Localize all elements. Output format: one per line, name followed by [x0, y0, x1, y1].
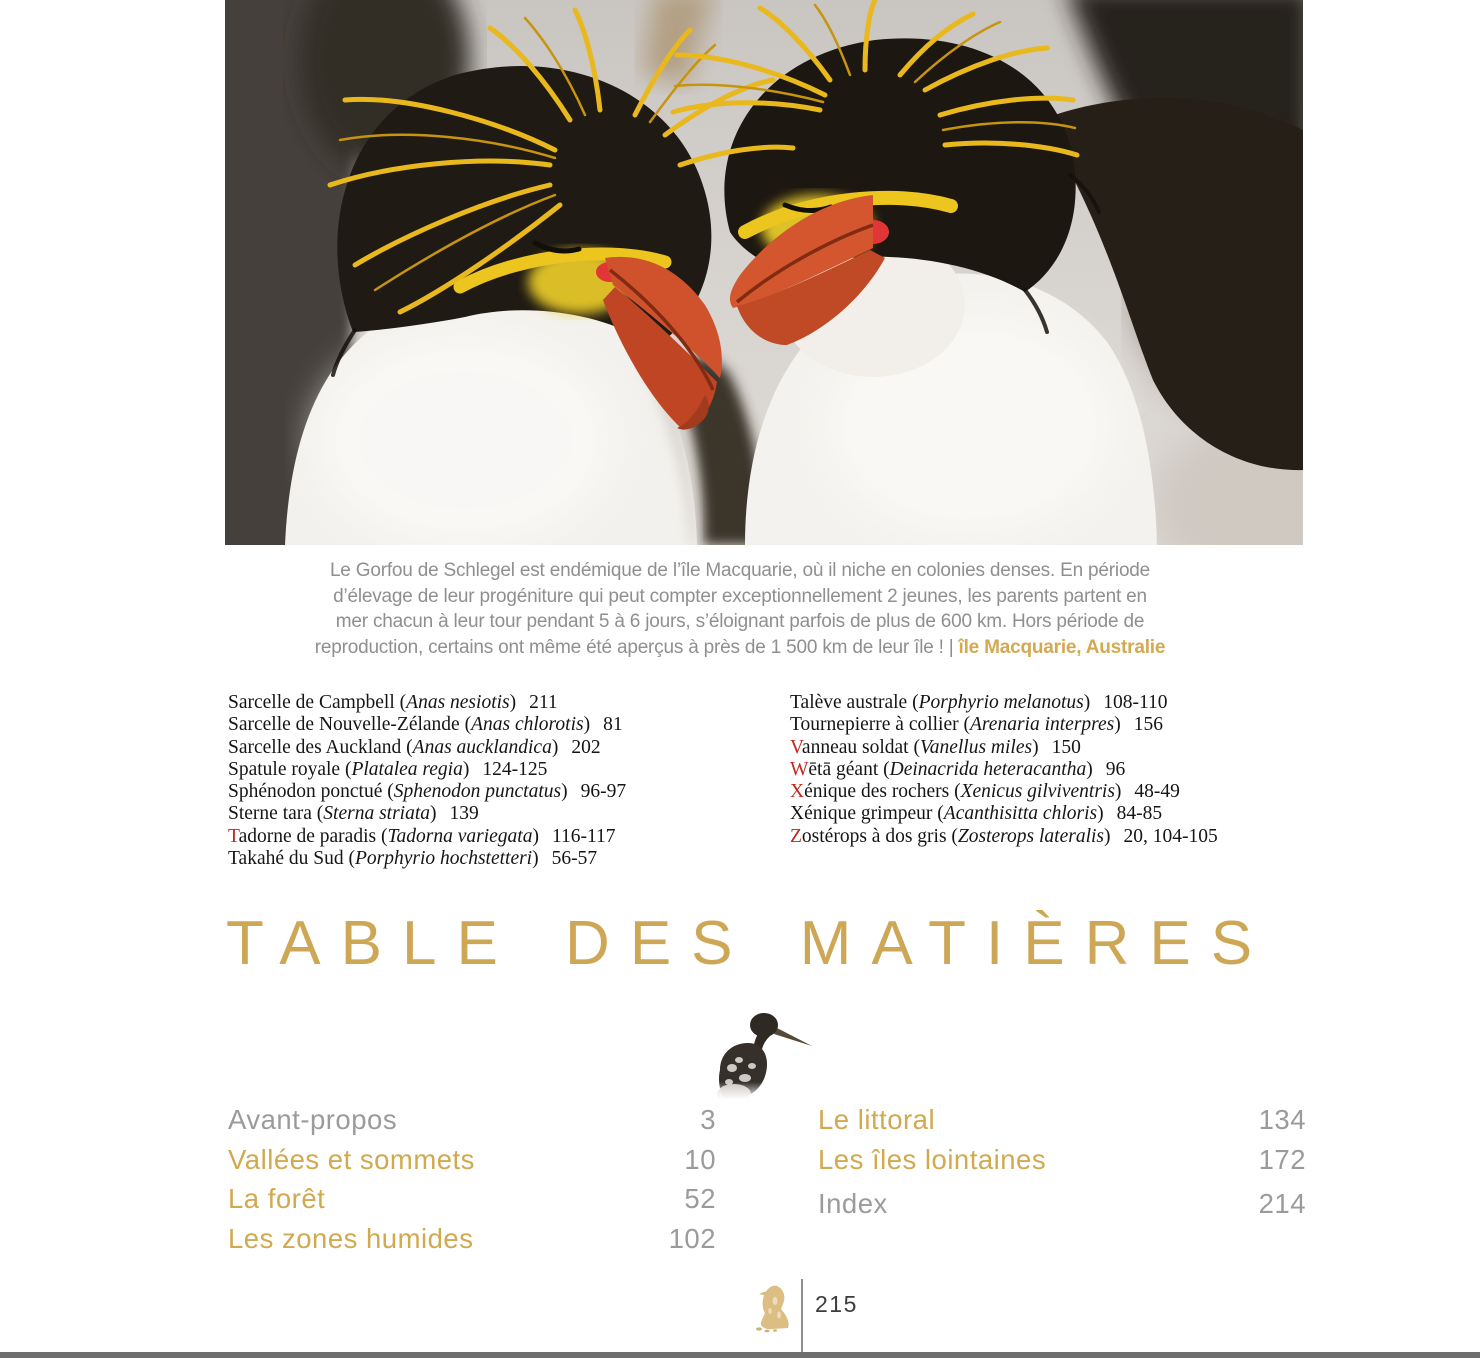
latin-name: Vanellus miles [919, 736, 1033, 758]
footer-divider [801, 1279, 803, 1353]
caption-line: reproduction, certains ont même été aperçus à près de 1 500 km de leur île ! | île Macquarie, Australie [314, 636, 1166, 658]
toc-section [228, 1104, 1306, 1262]
species-name: Tournepierre à collier (Arenaria interpres) [790, 714, 1121, 736]
index-entry [228, 737, 790, 759]
latin-name: Platalea regia [351, 758, 463, 780]
toc-entry-label: La forêt [228, 1183, 326, 1214]
index-page-numbers: 211 [529, 692, 558, 713]
latin-name: Porphyrio hochstetteri [355, 848, 533, 870]
index-page-numbers: 56-57 [551, 848, 598, 870]
penguins-photo [225, 0, 1303, 545]
index-section [228, 692, 1306, 870]
latin-name: Sterna striata [323, 803, 431, 825]
red-initial: X [790, 781, 805, 803]
species-name: Sterne tara (Sterna striata) [228, 803, 437, 825]
index-page-numbers: 124-125 [482, 758, 548, 780]
toc-entry-page: 134 [1258, 1104, 1306, 1135]
index-column-right [790, 692, 1306, 870]
index-page-numbers: 81 [603, 714, 623, 736]
latin-name: Anas aucklandica [412, 736, 552, 758]
toc-entry-label: Les zones humides [228, 1222, 474, 1254]
index-page-numbers: 96 [1105, 758, 1126, 780]
toc-entry-page: 102 [668, 1222, 716, 1254]
index-page-numbers: 139 [449, 803, 479, 825]
toc-column-right [818, 1104, 1306, 1262]
latin-name: Tadorna variegata [387, 825, 533, 847]
latin-name: Acanthisitta chloris [943, 803, 1098, 825]
index-entry [228, 781, 790, 803]
index-page-numbers: 202 [571, 736, 601, 758]
page-number: 215 [815, 1291, 858, 1317]
index-entry [228, 826, 790, 848]
caption-line: mer chacun à leur tour pendant 5 à 6 jours, s’éloignant parfois de plus de 600 km. Hors période de [335, 611, 1145, 632]
index-entry [790, 759, 1306, 781]
red-initial: T [228, 825, 239, 847]
toc-entry-label: Les îles lointaines [818, 1143, 1047, 1175]
toc-entry-label: Vallées et sommets [228, 1143, 475, 1175]
index-page-numbers: 84-85 [1116, 803, 1163, 825]
latin-name: Sphenodon punctatus [393, 781, 562, 803]
latin-name: Deinacrida heteracantha [889, 758, 1087, 780]
index-entry [790, 692, 1306, 714]
toc-entry [818, 1188, 1306, 1228]
toc-column-left [228, 1104, 716, 1262]
toc-entry [228, 1104, 716, 1144]
bottom-bar [0, 1352, 1480, 1358]
index-entry [790, 781, 1306, 803]
red-initial: V [790, 736, 802, 758]
species-name: Sarcelle de Nouvelle-Zélande (Anas chlorotis) [228, 714, 591, 736]
latin-name: Xenicus gilviventris [960, 781, 1115, 803]
latin-name: Arenaria interpres [970, 714, 1115, 736]
index-page-numbers: 156 [1133, 714, 1164, 736]
latin-name: Anas nesiotis [406, 692, 510, 713]
toc-entry-label: Le littoral [818, 1104, 936, 1135]
caption-line: d’élevage de leur progéniture qui peut compter exceptionnellement 2 jeunes, les parents partent en [333, 585, 1147, 607]
species-name: Spatule royale (Platalea regia) [228, 758, 470, 780]
wader-bird-image [702, 1008, 818, 1100]
toc-entry [228, 1183, 716, 1223]
species-name: Vanneau soldat (Vanellus miles) [790, 736, 1039, 758]
caption-location: île Macquarie, Australie [958, 636, 1166, 658]
footer-bird-icon [751, 1283, 797, 1333]
latin-name: Porphyrio melanotus [918, 692, 1084, 713]
toc-entry-page: 3 [700, 1104, 716, 1135]
index-page-numbers: 150 [1051, 736, 1081, 758]
caption-line: Le Gorfou de Schlegel est endémique de l’île Macquarie, où il niche en colonies denses. En période [329, 560, 1151, 581]
index-page-numbers: 116-117 [551, 825, 616, 847]
latin-name: Zosterops lateralis [957, 825, 1105, 847]
toc-entry [818, 1144, 1306, 1184]
species-name: Talève australe (Porphyrio melanotus) [790, 692, 1091, 713]
index-entry [790, 803, 1306, 825]
toc-entry-page: 214 [1258, 1188, 1306, 1219]
toc-entry-page: 10 [684, 1143, 716, 1175]
index-entry [228, 759, 790, 781]
index-entry [228, 803, 790, 825]
species-name: Takahé du Sud (Porphyrio hochstetteri) [228, 848, 539, 870]
index-page-numbers: 48-49 [1134, 781, 1180, 803]
red-initial: Z [790, 825, 802, 847]
index-entry [790, 737, 1306, 759]
species-name: Xénique des rochers (Xenicus gilviventris) [790, 781, 1122, 803]
species-name: Xénique grimpeur (Acanthisitta chloris) [790, 803, 1104, 825]
index-page-numbers: 96-97 [580, 781, 627, 803]
toc-entry-label: Avant-propos [228, 1104, 398, 1135]
species-name: Tadorne de paradis (Tadorna variegata) [228, 825, 539, 847]
caption-separator: | [948, 636, 954, 658]
species-name: Sarcelle de Campbell (Anas nesiotis) [228, 692, 517, 713]
toc-entry [228, 1223, 716, 1263]
species-name: Zostérops à dos gris (Zosterops lateralis) [790, 825, 1111, 847]
index-column-left [228, 692, 790, 870]
index-entry [228, 692, 790, 714]
index-page-numbers: 20, 104-105 [1123, 825, 1218, 847]
toc-title: TABLE DES MATIÈRES [226, 909, 1273, 978]
index-entry [790, 714, 1306, 736]
red-initial: W [790, 758, 809, 780]
species-name: Sarcelle des Auckland (Anas aucklandica) [228, 736, 559, 758]
toc-entry [818, 1104, 1306, 1144]
index-entry [228, 848, 790, 870]
toc-entry-label: Index [818, 1188, 888, 1219]
index-page-numbers: 108-110 [1103, 692, 1168, 713]
toc-entry [228, 1144, 716, 1184]
index-entry [228, 714, 790, 736]
latin-name: Anas chlorotis [471, 714, 584, 736]
index-entry [790, 826, 1306, 848]
species-name: Wētā géant (Deinacrida heteracantha) [790, 758, 1093, 780]
photo-caption [190, 558, 1290, 660]
toc-entry-page: 172 [1258, 1143, 1306, 1175]
toc-entry-page: 52 [684, 1183, 716, 1214]
species-name: Sphénodon ponctué (Sphenodon punctatus) [228, 781, 568, 803]
